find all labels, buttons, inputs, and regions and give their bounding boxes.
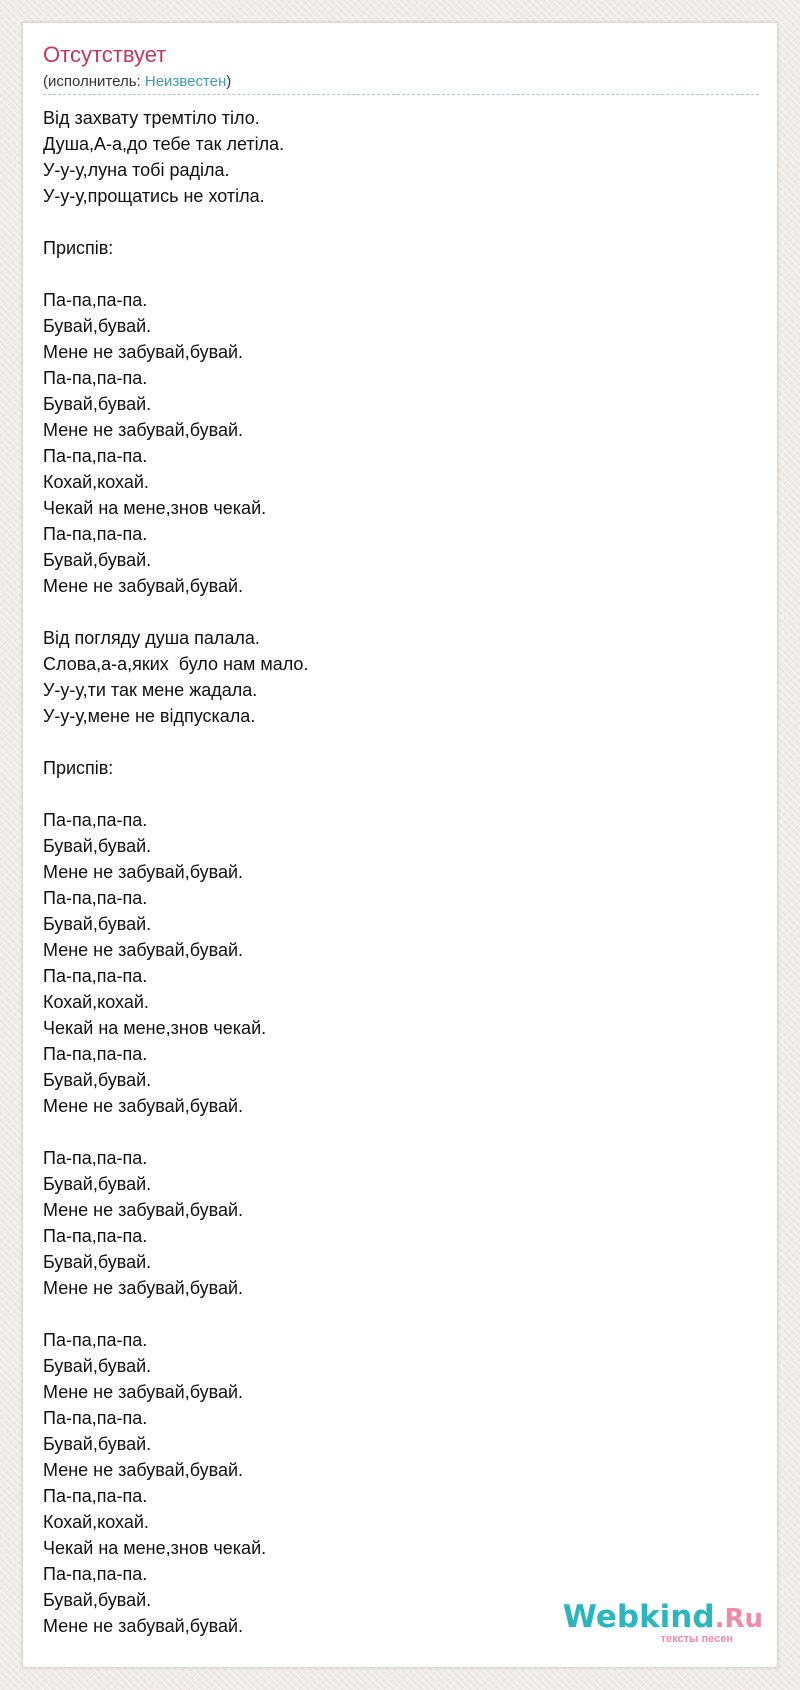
lyric-line: Бувай,бувай.	[43, 394, 152, 414]
lyric-line: Па-па,па-па.	[43, 524, 148, 544]
lyric-line: Мене не забувай,бувай.	[43, 1616, 244, 1636]
lyric-line: Бувай,бувай.	[43, 1174, 152, 1194]
lyric-line: Мене не забувай,бувай.	[43, 576, 244, 596]
blank-line	[43, 209, 743, 235]
lyric-line: Бувай,бувай.	[43, 1070, 152, 1090]
blank-line	[43, 261, 743, 287]
artist-prefix: (исполнитель:	[43, 73, 145, 90]
lyric-line: Па-па,па-па.	[43, 1044, 148, 1064]
lyric-line: Мене не забувай,бувай.	[43, 1382, 244, 1402]
lyric-line: Кохай,кохай.	[43, 472, 149, 492]
lyric-line: Па-па,па-па.	[43, 1408, 148, 1428]
lyric-line: Слова,а-а,яких було нам мало.	[43, 654, 309, 674]
lyric-line: Кохай,кохай.	[43, 1512, 149, 1532]
lyric-line: Мене не забувай,бувай.	[43, 940, 244, 960]
lyric-line: Від погляду душа палала.	[43, 628, 260, 648]
lyric-line: Па-па,па-па.	[43, 290, 148, 310]
lyric-line: Па-па,па-па.	[43, 810, 148, 830]
logo-tagline: тексты песен	[660, 1633, 733, 1645]
lyric-line: Бувай,бувай.	[43, 914, 152, 934]
lyric-line: Па-па,па-па.	[43, 446, 148, 466]
lyric-line: Па-па,па-па.	[43, 888, 148, 908]
lyric-line: Бувай,бувай.	[43, 1434, 152, 1454]
webkind-logo	[563, 1599, 763, 1649]
lyric-line: Бувай,бувай.	[43, 550, 152, 570]
lyric-line: Чекай на мене,знов чекай.	[43, 1018, 267, 1038]
lyric-line: Від захвату тремтіло тіло.	[43, 108, 260, 128]
lyric-line: Мене не забувай,бувай.	[43, 420, 244, 440]
lyric-line: Бувай,бувай.	[43, 1252, 152, 1272]
lyric-line: У-у-у,ти так мене жадала.	[43, 680, 258, 700]
lyric-line: Па-па,па-па.	[43, 1226, 148, 1246]
blank-line	[43, 729, 743, 755]
artist-suffix: )	[226, 73, 232, 90]
lyric-line: Па-па,па-па.	[43, 1330, 148, 1350]
lyric-line: Чекай на мене,знов чекай.	[43, 1538, 267, 1558]
blank-line	[43, 1119, 743, 1145]
logo-brand: Webkind	[562, 1599, 715, 1635]
lyric-line: Мене не забувай,бувай.	[43, 1200, 244, 1220]
lyric-line: Мене не забувай,бувай.	[43, 1096, 244, 1116]
blank-line	[43, 1301, 743, 1327]
lyric-line: У-у-у,прощатись не хотіла.	[43, 186, 265, 206]
lyric-line: Па-па,па-па.	[43, 1148, 148, 1168]
artist-line	[43, 73, 231, 91]
lyric-line: У-у-у,луна тобі раділа.	[43, 160, 230, 180]
lyric-line: Бувай,бувай.	[43, 836, 152, 856]
lyric-line: Па-па,па-па.	[43, 966, 148, 986]
blank-line	[43, 599, 743, 625]
divider	[43, 94, 759, 95]
lyric-line: Бувай,бувай.	[43, 1590, 152, 1610]
lyric-line: У-у-у,мене не відпускала.	[43, 706, 256, 726]
lyric-line: Мене не забувай,бувай.	[43, 1278, 244, 1298]
lyric-line: Па-па,па-па.	[43, 1564, 148, 1584]
lyric-line: Па-па,па-па.	[43, 368, 148, 388]
lyric-line: Па-па,па-па.	[43, 1486, 148, 1506]
lyric-line: Бувай,бувай.	[43, 1356, 152, 1376]
logo-wordmark	[563, 1599, 763, 1637]
blank-line	[43, 781, 743, 807]
lyric-line: Приспів:	[43, 238, 114, 258]
lyric-line: Бувай,бувай.	[43, 316, 152, 336]
logo-tld: .Ru	[714, 1604, 763, 1634]
lyric-line: Мене не забувай,бувай.	[43, 862, 244, 882]
lyric-line: Мене не забувай,бувай.	[43, 1460, 244, 1480]
lyric-line: Чекай на мене,знов чекай.	[43, 498, 267, 518]
song-title: Отсутствует	[43, 42, 167, 67]
artist-link[interactable]: Неизвестен	[144, 73, 227, 90]
lyrics-card	[22, 22, 778, 1668]
lyric-line: Душа,А-а,до тебе так летіла.	[43, 134, 285, 154]
lyric-line: Приспів:	[43, 758, 114, 778]
lyric-line: Мене не забувай,бувай.	[43, 342, 244, 362]
lyric-line: Кохай,кохай.	[43, 992, 149, 1012]
lyrics-body	[43, 105, 743, 1639]
